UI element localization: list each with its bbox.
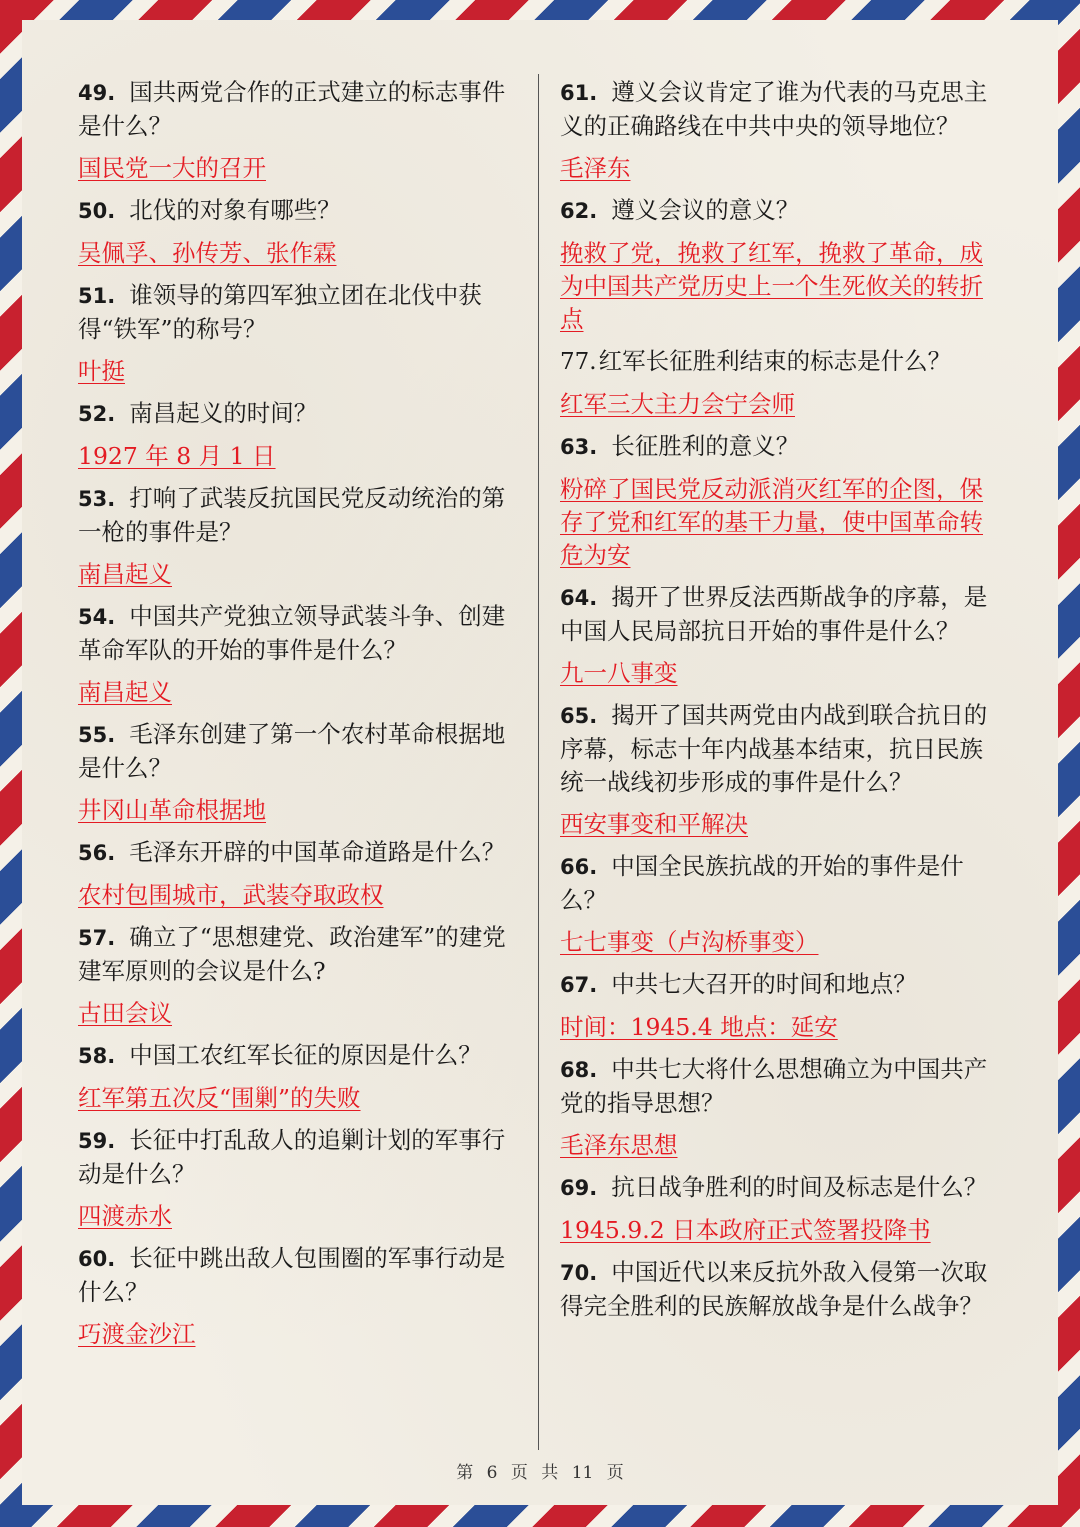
question [560, 968, 1000, 1002]
question-text: 中共七大召开的时间和地点？ [611, 970, 917, 998]
question-text: 遵义会议肯定了谁为代表的马克思主义的正确路线在中共中央的领导地位？ [560, 78, 988, 140]
question-number: 59. [78, 1129, 116, 1153]
answer: 七七事变（卢沟桥事变） [560, 928, 819, 956]
answer: 巧渡金沙江 [78, 1320, 196, 1348]
answer: 毛泽东 [560, 154, 631, 182]
current-page-number: 6 [486, 1463, 498, 1483]
footer-prefix: 第 [456, 1463, 474, 1483]
question-text: 揭开了世界反法西斯战争的序幕，是中国人民局部抗日开始的事件是什么？ [560, 583, 988, 645]
question-text: 长征胜利的意义？ [611, 432, 800, 460]
question-text: 毛泽东创建了第一个农村革命根据地是什么？ [78, 720, 506, 782]
question-number: 54. [78, 605, 116, 629]
question [560, 850, 1000, 917]
question-number: 50. [78, 199, 116, 223]
answer: 井冈山革命根据地 [78, 796, 266, 824]
answer: 南昌起义 [78, 678, 172, 706]
question [78, 194, 518, 228]
question-number: 64. [560, 586, 598, 610]
question-number: 68. [560, 1058, 598, 1082]
question-text: 中国全民族抗战的开始的事件是什么？ [560, 852, 964, 914]
question [560, 345, 1000, 379]
answer: 挽救了党，挽救了红军，挽救了革命，成为中国共产党历史上一个生死攸关的转折点 [560, 239, 983, 333]
answer: 西安事变和平解决 [560, 810, 748, 838]
question-text: 遵义会议的意义？ [611, 196, 800, 224]
question [560, 581, 1000, 648]
question-text: 毛泽东开辟的中国革命道路是什么？ [129, 838, 506, 866]
question [78, 1124, 518, 1191]
question-text: 中共七大将什么思想确立为中国共产党的指导思想？ [560, 1055, 988, 1117]
question-number: 52. [78, 402, 116, 426]
question [78, 600, 518, 667]
column-divider [538, 74, 539, 1450]
question [78, 718, 518, 785]
question [78, 836, 518, 870]
question-text: 揭开了国共两党由内战到联合抗日的序幕，标志十年内战基本结束，抗日民族统一战线初步形成的事件是什么？ [560, 701, 988, 796]
question-number: 51. [78, 284, 116, 308]
question-text: 长征中打乱敌人的追剿计划的军事行动是什么？ [78, 1126, 506, 1188]
answer: 毛泽东思想 [560, 1131, 678, 1159]
question-number: 55. [78, 723, 116, 747]
question-text: 长征中跳出敌人包围圈的军事行动是什么？ [78, 1244, 506, 1306]
answer: 粉碎了国民党反动派消灭红军的企图，保存了党和红军的基干力量，使中国革命转危为安 [560, 475, 983, 569]
question-text: 北伐的对象有哪些？ [129, 196, 341, 224]
question-number: 58. [78, 1044, 116, 1068]
answer: 国民党一大的召开 [78, 154, 266, 182]
footer-total-prefix: 共 [541, 1463, 559, 1483]
question-number: 65. [560, 704, 598, 728]
question [78, 921, 518, 988]
question [78, 482, 518, 549]
answer: 时间：1945.4 地点：延安 [560, 1013, 838, 1041]
question [560, 1171, 1000, 1205]
question [560, 1053, 1000, 1120]
question [560, 194, 1000, 228]
question-text: 中国近代以来反抗外敌入侵第一次取得完全胜利的民族解放战争是什么战争？ [560, 1258, 988, 1320]
question [78, 279, 518, 346]
question-number: 61. [560, 81, 598, 105]
question-number: 66. [560, 855, 598, 879]
page-footer [0, 1458, 1080, 1483]
question [78, 1039, 518, 1073]
question-number: 49. [78, 81, 116, 105]
question-text: 打响了武装反抗国民党反动统治的第一枪的事件是？ [78, 484, 506, 546]
answer: 1945.9.2 日本政府正式签署投降书 [560, 1216, 931, 1244]
question-number: 77. [560, 349, 597, 375]
question-number: 67. [560, 973, 598, 997]
answer: 叶挺 [78, 357, 125, 385]
footer-suffix: 页 [606, 1463, 624, 1483]
question [78, 76, 518, 143]
question [78, 1242, 518, 1309]
question-number: 62. [560, 199, 598, 223]
question-number: 69. [560, 1176, 598, 1200]
question-number: 53. [78, 487, 116, 511]
question-number: 56. [78, 841, 116, 865]
question-text: 中国工农红军长征的原因是什么？ [129, 1041, 482, 1069]
answer: 红军三大主力会宁会师 [560, 390, 795, 418]
question-number: 57. [78, 926, 116, 950]
question-text: 南昌起义的时间？ [129, 399, 318, 427]
answer: 1927 年 8 月 1 日 [78, 442, 276, 470]
answer: 农村包围城市，武装夺取政权 [78, 881, 384, 909]
answer: 古田会议 [78, 999, 172, 1027]
question-text: 谁领导的第四军独立团在北伐中获得“铁军”的称号？ [78, 281, 482, 343]
question [78, 397, 518, 431]
answer: 九一八事变 [560, 659, 678, 687]
question [560, 430, 1000, 464]
question-text: 中国共产党独立领导武装斗争、创建革命军队的开始的事件是什么？ [78, 602, 506, 664]
question-text: 红军长征胜利结束的标志是什么？ [598, 347, 952, 375]
answer: 红军第五次反“围剿”的失败 [78, 1084, 361, 1112]
question-text: 确立了“思想建党、政治建军”的建党建军原则的会议是什么? [78, 923, 506, 985]
answer: 四渡赤水 [78, 1202, 172, 1230]
question-number: 60. [78, 1247, 116, 1271]
question-text: 国共两党合作的正式建立的标志事件是什么？ [78, 78, 506, 140]
footer-page-unit: 页 [510, 1463, 528, 1483]
answer: 南昌起义 [78, 560, 172, 588]
question [560, 1256, 1000, 1323]
right-column [560, 76, 1000, 1332]
question-number: 70. [560, 1261, 598, 1285]
question-text: 抗日战争胜利的时间及标志是什么？ [611, 1173, 988, 1201]
question-number: 63. [560, 435, 598, 459]
left-column [78, 76, 518, 1360]
total-page-number: 11 [571, 1463, 594, 1483]
answer: 吴佩孚、孙传芳、张作霖 [78, 239, 337, 267]
question [560, 699, 1000, 799]
question [560, 76, 1000, 143]
